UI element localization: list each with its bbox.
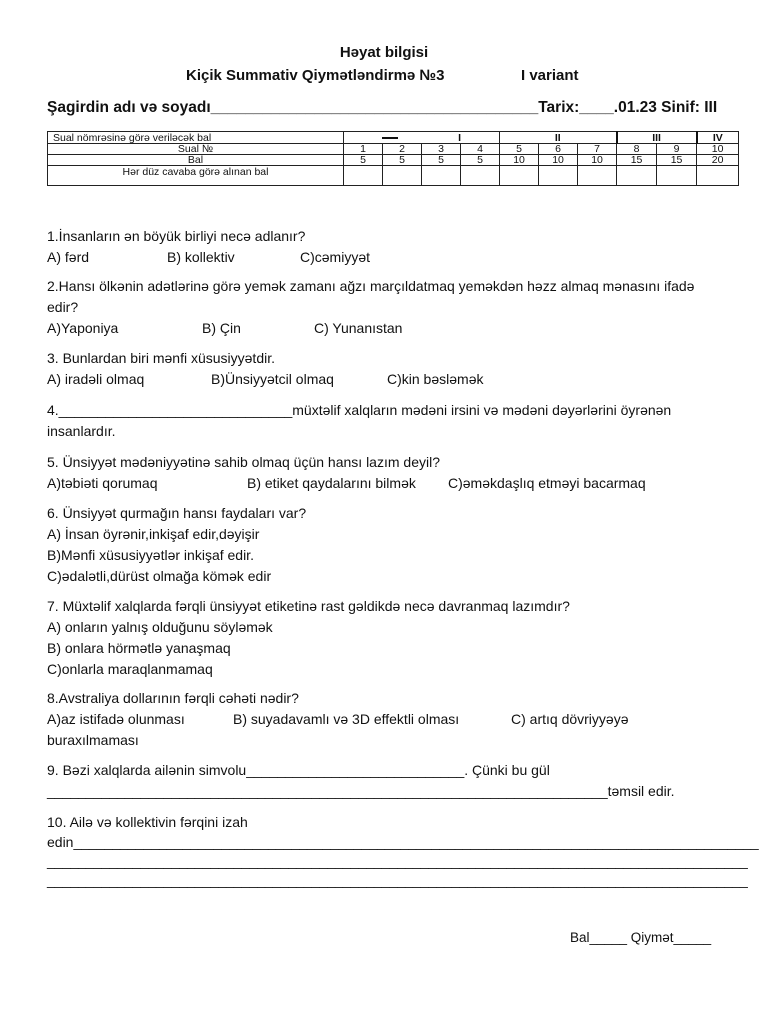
answer-option: B) suyadavamlı və 3D effektli olması (233, 711, 460, 727)
answer-option: C) Yunanıstan (314, 320, 403, 336)
question-text: 10. Ailə və kollektivin fərqini izah (47, 814, 248, 830)
table-cell: 5 (461, 155, 500, 166)
answer-options (47, 369, 483, 390)
group-label: I (458, 131, 461, 144)
empty-score-cell[interactable] (539, 166, 578, 186)
empty-score-cell[interactable] (383, 166, 422, 186)
group-cell (697, 132, 739, 144)
question-5 (47, 452, 646, 494)
variant-label: I variant (521, 67, 579, 84)
empty-score-cell[interactable] (461, 166, 500, 186)
dash-mark (382, 137, 398, 139)
group-cell (500, 132, 617, 144)
question-2 (47, 276, 727, 339)
table-cell: 6 (539, 144, 578, 155)
question-text: 8.Avstraliya dollarının fərqli cəhəti nədir? (47, 690, 299, 706)
question-text: 9. Bəzi xalqlarda ailənin simvolu____________________________. Çünki bu gül (47, 762, 550, 778)
group-cell (617, 132, 697, 144)
empty-score-cell[interactable] (344, 166, 383, 186)
question-text: 3. Bunlardan biri mənfi xüsusiyyətdir. (47, 350, 275, 366)
answer-option: B) onlara hörmətlə yanaşmaq (47, 640, 231, 656)
question-text: 5. Ünsiyyət mədəniyyətinə sahib olmaq üçün hansı lazım deyil? (47, 454, 440, 470)
table-cell: 7 (578, 144, 617, 155)
answer-option: B) kollektiv (167, 249, 235, 265)
table-cell: 5 (500, 144, 539, 155)
empty-score-cell[interactable] (617, 166, 657, 186)
answer-option: C)onlarla maraqlanmamaq (47, 661, 213, 677)
empty-score-cell[interactable] (422, 166, 461, 186)
question-10 (47, 812, 759, 890)
assessment-subtitle: Kiçik Summativ Qiymətləndirmə №3 (186, 67, 445, 84)
question-6 (47, 503, 306, 587)
score-table-row (48, 144, 739, 155)
group-cell (344, 132, 500, 144)
score-table (47, 131, 739, 186)
table-cell: 10 (578, 155, 617, 166)
answer-option: C)ədalətli,dürüst olmağa kömək edir (47, 568, 272, 584)
answer-option: C)cəmiyyət (300, 249, 371, 265)
answer-options (47, 473, 646, 494)
student-info-line: Şagirdin adı və soyadı______________________________________Tarix:____.01.23 Sinif: III (47, 99, 718, 116)
table-cell: 8 (617, 144, 657, 155)
answer-option: A)təbiəti qorumaq (47, 475, 158, 491)
question-text: 6. Ünsiyyət qurmağın hansı faydaları var? (47, 505, 307, 521)
answer-line: __________________________________________________________________________________________ (47, 853, 748, 869)
table-cell: 10 (500, 155, 539, 166)
answer-option: B) etiket qaydalarını bilmək (247, 475, 416, 491)
empty-score-cell[interactable] (500, 166, 539, 186)
answer-option: C)əməkdaşlıq etməyi bacarmaq (448, 475, 646, 491)
answer-options (47, 318, 727, 339)
answer-line: edin________________________________________________________________________________________ (47, 834, 759, 850)
table-cell: 4 (461, 144, 500, 155)
table-cell: 1 (344, 144, 383, 155)
answer-option: A) onların yalnış olduğunu söyləmək (47, 619, 273, 635)
group-label: II (554, 131, 561, 144)
empty-score-cell[interactable] (657, 166, 697, 186)
answer-line: __________________________________________________________________________________________ (47, 872, 748, 888)
score-table-row-label: Bal (48, 155, 344, 166)
answer-option: B) Çin (202, 320, 241, 336)
table-cell: 15 (617, 155, 657, 166)
page-title: Həyat bilgisi (339, 44, 429, 61)
table-cell: 15 (657, 155, 697, 166)
question-3 (47, 348, 483, 390)
score-table-group-row (48, 132, 739, 144)
answer-line: ________________________________________________________________________təmsil edir. (47, 783, 675, 799)
table-cell: 5 (422, 155, 461, 166)
group-label: IV (712, 131, 723, 144)
question-1 (47, 226, 370, 268)
score-table-row-label: Sual nömrəsinə görə veriləcək bal (48, 132, 344, 144)
question-7 (47, 596, 570, 680)
table-cell: 10 (539, 155, 578, 166)
answer-option: C)kin bəsləmək (387, 371, 484, 387)
table-cell: 3 (422, 144, 461, 155)
question-text: 1.İnsanların ən böyük birliyi necə adlanır? (47, 228, 306, 244)
answer-option-continuation: buraxılmaması (47, 732, 139, 748)
empty-score-cell[interactable] (697, 166, 739, 186)
question-8 (47, 688, 628, 751)
answer-option: A) İnsan öyrənir,inkişaf edir,dəyişir (47, 526, 260, 542)
answer-options (47, 709, 628, 730)
table-cell: 2 (383, 144, 422, 155)
score-table-row (48, 155, 739, 166)
question-text: 7. Müxtəlif xalqlarda fərqli ünsiyyət etiketinə rast gəldikdə necə davranmaq lazımdır? (47, 598, 570, 614)
answer-option: B)Ünsiyyətcil olmaq (211, 371, 334, 387)
table-cell: 10 (697, 144, 739, 155)
table-cell: 20 (697, 155, 739, 166)
answer-option: C) artıq dövriyyəyə (511, 711, 629, 727)
table-cell: 9 (657, 144, 697, 155)
question-9 (47, 760, 675, 802)
group-label: III (652, 131, 661, 144)
score-grade-line: Bal_____ Qiymət_____ (570, 930, 712, 945)
score-table-row (48, 166, 739, 186)
answer-option: A) fərd (47, 249, 90, 265)
answer-option: A)az istifadə olunması (47, 711, 185, 727)
score-table-row-label: Hər düz cavaba görə alınan bal (48, 166, 344, 186)
answer-option: A) iradəli olmaq (47, 371, 145, 387)
answer-option: A)Yaponiya (47, 320, 119, 336)
score-table-row-label: Sual № (48, 144, 344, 155)
answer-option: B)Mənfi xüsusiyyətlər inkişaf edir. (47, 547, 254, 563)
table-cell: 5 (344, 155, 383, 166)
empty-score-cell[interactable] (578, 166, 617, 186)
question-4 (47, 400, 727, 442)
table-cell: 5 (383, 155, 422, 166)
question-text: 4.______________________________müxtəlif xalqların mədəni irsini və mədəni dəyərlərini öyrənən insanlardır. (47, 402, 672, 439)
question-text: 2.Hansı ölkənin adətlərinə görə yemək zamanı ağzı marçıldatmaq yeməkdən həzz almaq mənasını ifadə edir? (47, 278, 695, 315)
answer-options (47, 247, 370, 268)
